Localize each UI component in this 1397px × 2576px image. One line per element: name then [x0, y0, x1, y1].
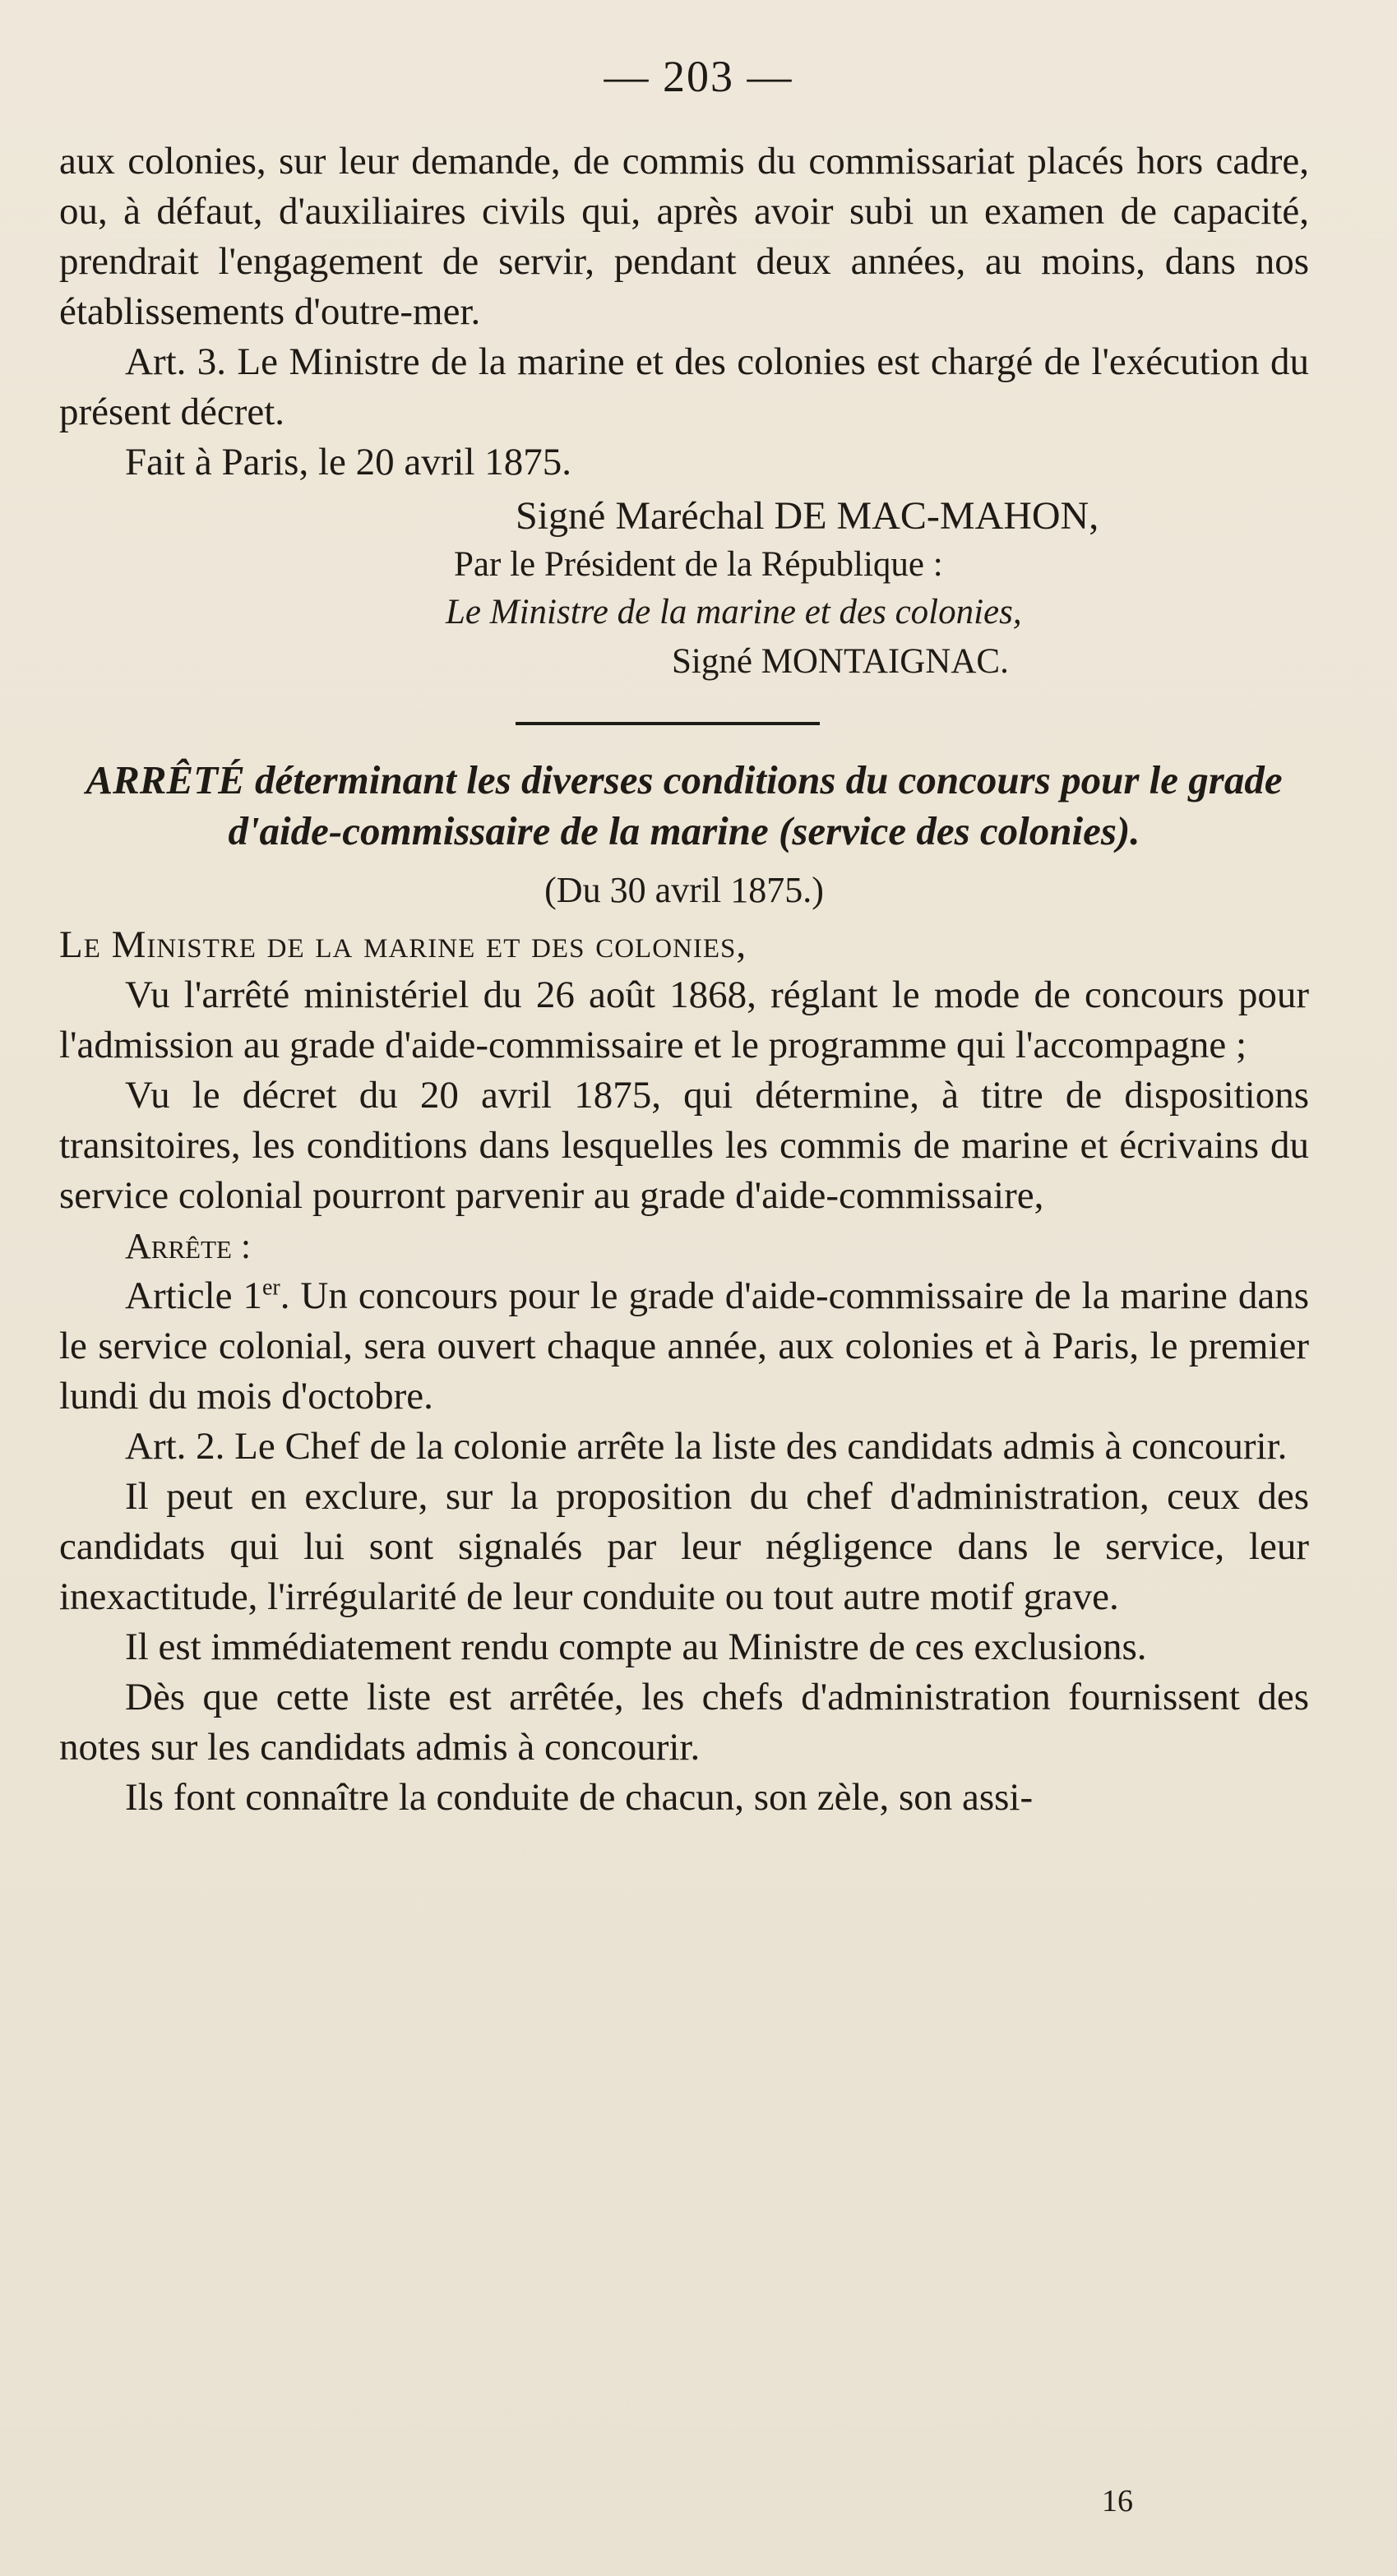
article-1-prefix: Article 1 [125, 1274, 262, 1317]
paragraph-conduite: Ils font connaître la conduite de chacun, son zèle, son assi- [125, 1776, 1034, 1819]
article-1-superscript: er [261, 1274, 280, 1301]
arrete-date: (Du 30 avril 1875.) [544, 870, 824, 910]
paragraph-rendu-compte: Il est immédiatement rendu compte au Ministre de ces exclusions. [125, 1626, 1147, 1668]
minister-heading: Le Ministre de la marine et des colonies, [59, 923, 747, 966]
section-divider [516, 722, 820, 725]
signature-par-le-president: Par le Président de la République : [454, 545, 943, 584]
page-body [59, 136, 1309, 1823]
paragraph-notes: Dès que cette liste est arrêtée, les chefs d'administration fournissent des notes sur les candidats admis à concourir. [59, 1676, 1309, 1769]
signature-president: Signé Maréchal DE MAC-MAHON, [516, 494, 1099, 538]
article-1-text: . Un concours pour le grade d'aide-commissaire de la marine dans le service colonial, sera ouvert chaque année, aux colonies et à Paris, le premier lundi du mois d'octobre. [59, 1274, 1309, 1417]
sheet-signature-mark: 16 [1102, 2484, 1133, 2518]
paragraph-fait-a-paris: Fait à Paris, le 20 avril 1875. [125, 441, 572, 483]
paragraph-article-2: Art. 2. Le Chef de la colonie arrête la liste des candidats admis à concourir. [125, 1425, 1288, 1468]
arrete-label: Arrête : [125, 1226, 252, 1266]
paragraph-continuation: aux colonies, sur leur demande, de commis du commissariat placés hors cadre, ou, à défaut, d'auxiliaires civils qui, après avoir subi un examen de capacité, prendrait l'engagement de servir, pendant deux années, au moins, dans nos établissements d'outre-mer. [59, 140, 1309, 333]
signature-minister-title: Le Ministre de la marine et des colonies, [446, 593, 1022, 631]
arrete-title: ARRÊTÉ déterminant les diverses conditions du concours pour le grade d'aide-commissaire de la marine (service des colonies). [86, 757, 1283, 853]
signature-montaignac: Signé MONTAIGNAC. [672, 642, 1009, 681]
paragraph-vu-arrete: Vu l'arrêté ministériel du 26 août 1868, réglant le mode de concours pour l'admission au grade d'aide-commissaire et le programme qui l'accompagne ; [59, 974, 1309, 1066]
paragraph-exclusion: Il peut en exclure, sur la proposition du chef d'administration, ceux des candidats qui lui sont signalés par leur négligence dans le service, leur inexactitude, l'irrégularité de leur conduite ou tout autre motif grave. [59, 1475, 1309, 1618]
paragraph-article-3: Art. 3. Le Ministre de la marine et des colonies est chargé de l'exécution du présent décret. [59, 340, 1309, 433]
page-number: — 203 — [604, 52, 793, 101]
paragraph-vu-decret: Vu le décret du 20 avril 1875, qui détermine, à titre de dispositions transitoires, les conditions dans lesquelles les commis de marine et écrivains du service colonial pourront parvenir au grade d'aide-commissaire, [59, 1074, 1309, 1217]
paragraph-article-1 [59, 1271, 1309, 1422]
